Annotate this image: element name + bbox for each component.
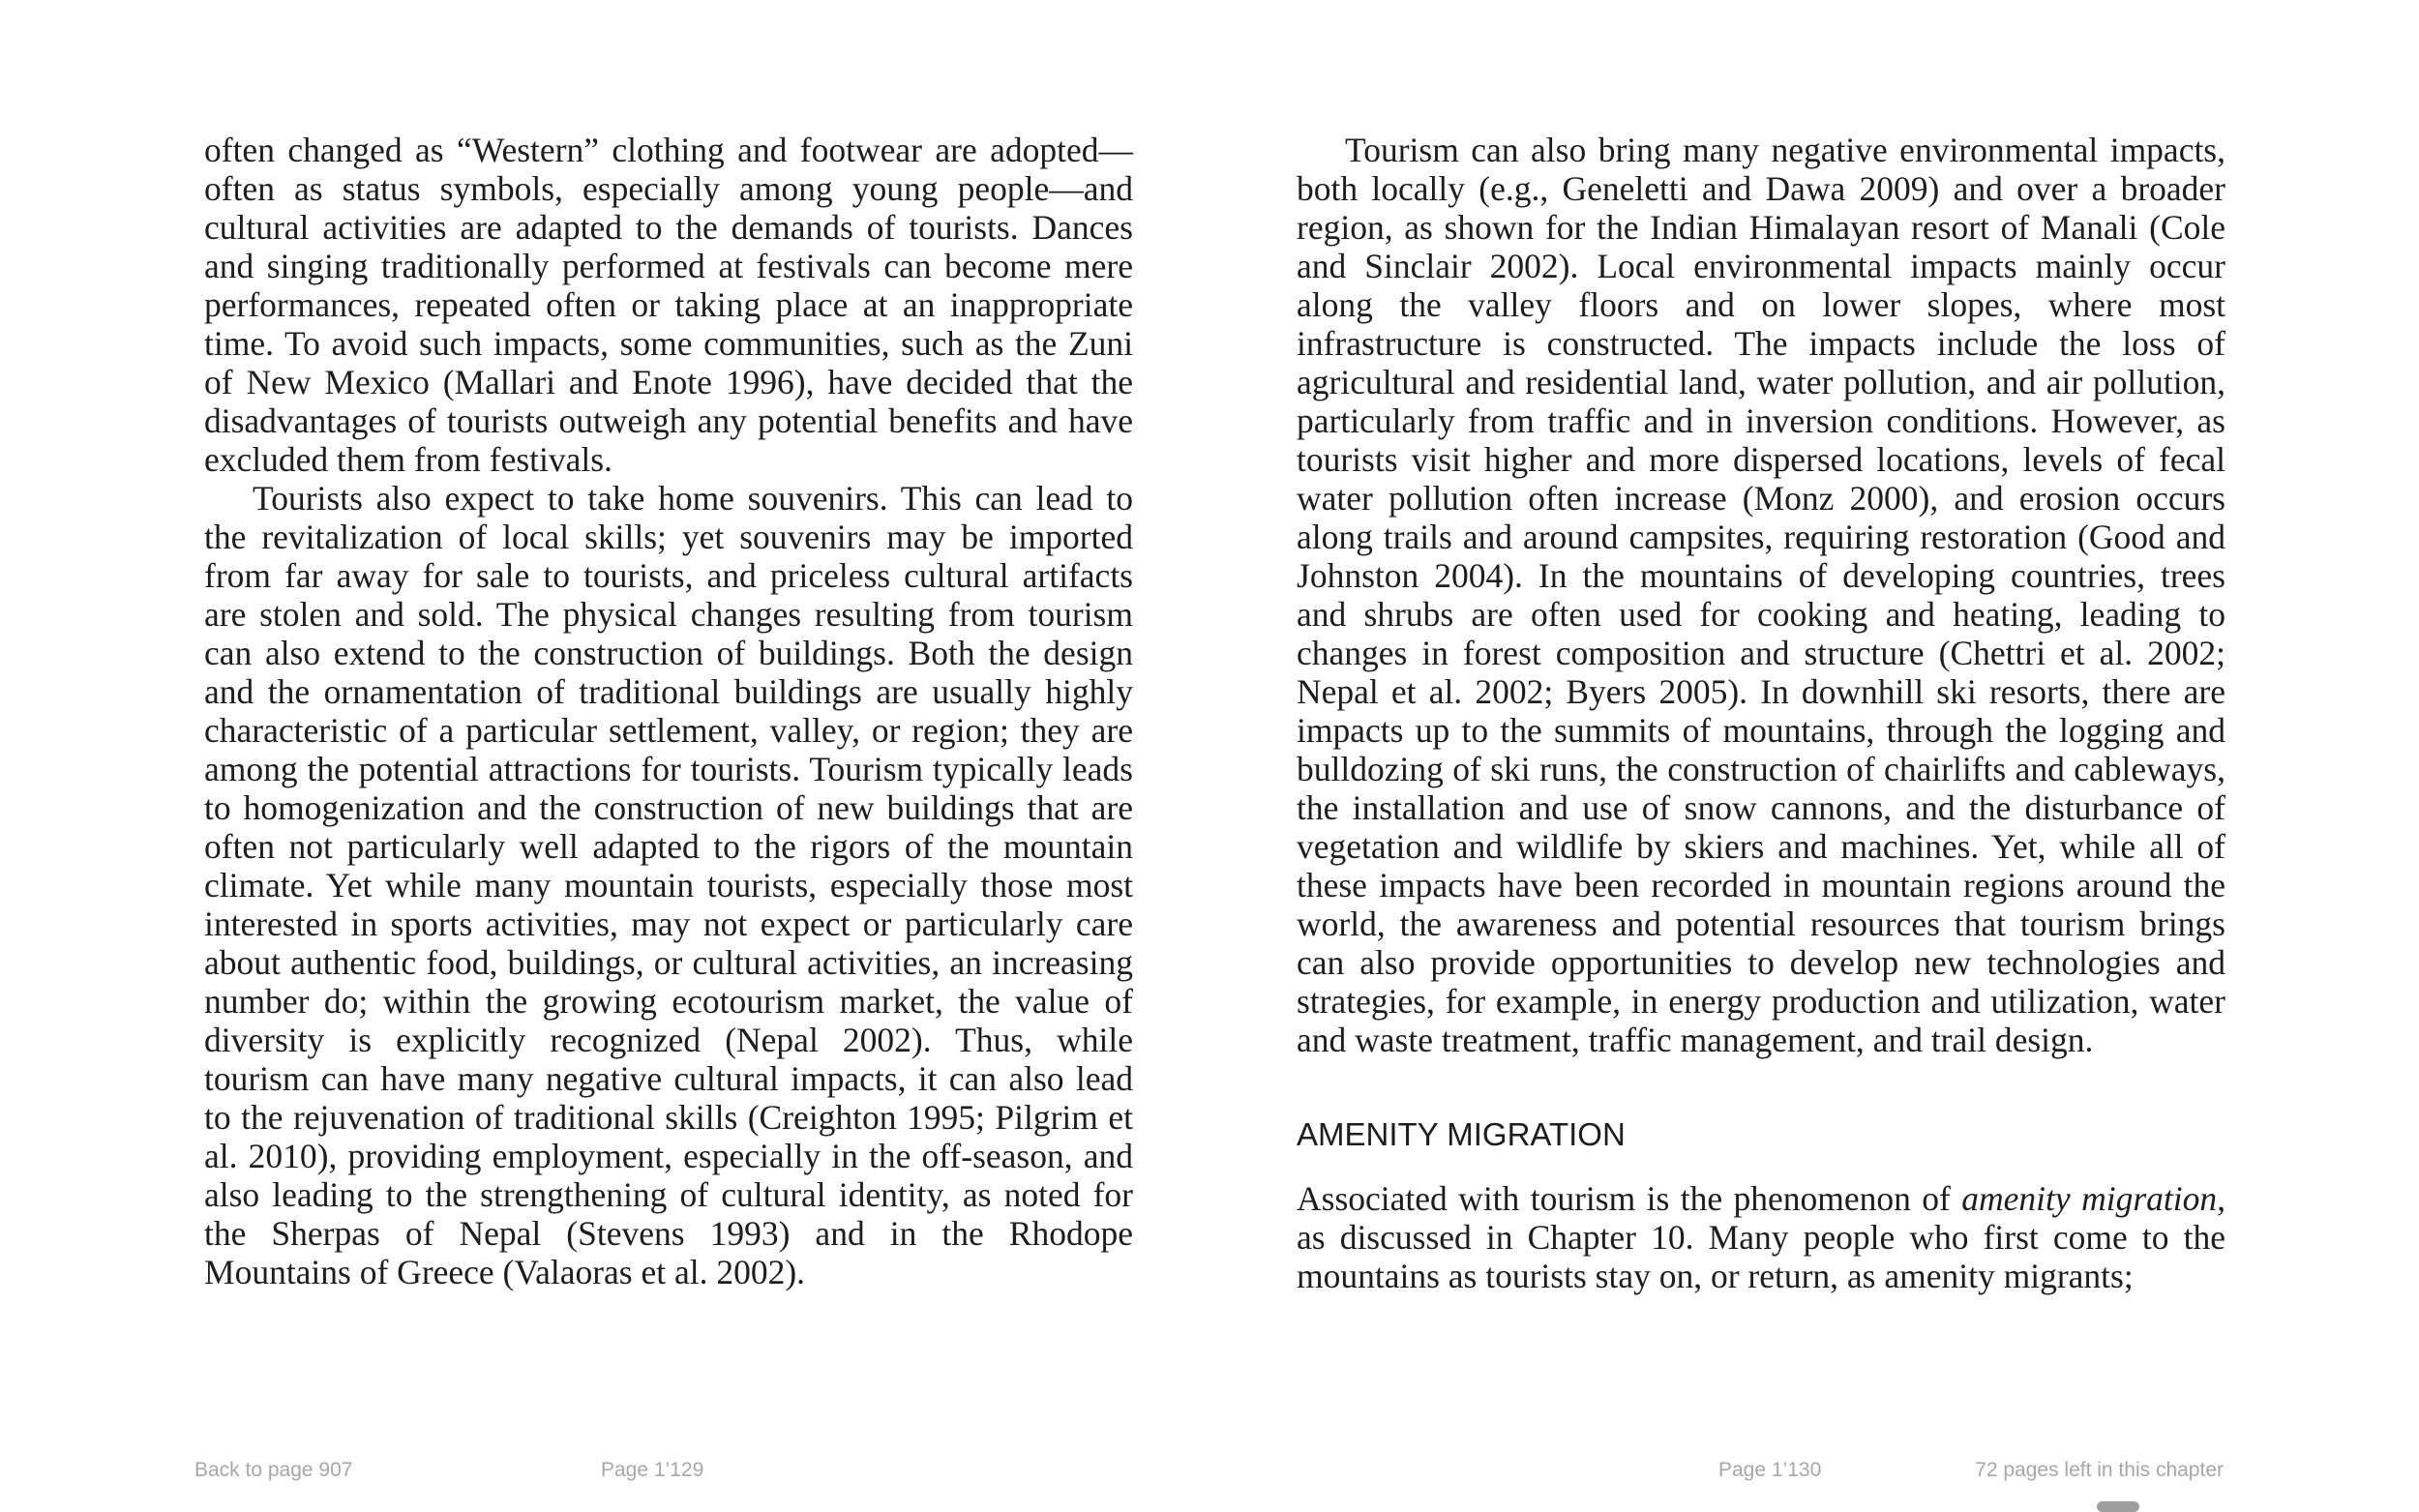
page-scrubber-handle[interactable] xyxy=(2097,1501,2139,1512)
right-paragraph-1: Tourism can also bring many negative environmental impacts, both locally (e.g., Geneletti and Dawa 2009) and over a broader region, as shown for the Indian Himalayan resort of Manali (Cole and Sinclair 2002). Local environmental impacts mainly occur along the valley floors and on lower slopes, where most infrastructure is constructed. The impacts include the loss of agricultural and residential land, water pollution, and air pollution, particularly from traffic and in inversion conditions. However, as tourists visit higher and more dispersed locations, levels of fecal water pollution often increase (Monz 2000), and erosion occurs along trails and around campsites, requiring restoration (Good and Johnston 2004). In the mountains of developing countries, trees and shrubs are often used for cooking and heating, leading to changes in forest composition and structure (Chettri et al. 2002; Nepal et al. 2002; Byers 2005). In downhill ski resorts, there are impacts up to the summits of mountains, through the logging and bulldozing of ski runs, the construction of chairlifts and cableways, the installation and use of snow cannons, and the disturbance of vegetation and wildlife by skiers and machines. Yet, while all of these impacts have been recorded in mountain regions around the world, the awareness and potential resources that tourism brings can also provide opportunities to develop new technologies and strategies, for example, in energy production and utilization, water and waste treatment, traffic management, and trail design. xyxy=(1297,131,2225,1059)
left-paragraph-1: often changed as “Western” clothing and footwear are adopted—often as status symbols, especially among young people—and cultural activities are adapted to the demands of tourists. Dances and singing traditionally performed at festivals can become mere performances, repeated often or taking place at an inappropriate time. To avoid such impacts, some communities, such as the Zuni of New Mexico (Mallari and Enote 1996), have decided that the disadvantages of tourists outweigh any potential benefits and have excluded them from festivals. xyxy=(204,131,1133,479)
right-page-number: Page 1’130 xyxy=(1718,1459,1822,1481)
section-heading: AMENITY MIGRATION xyxy=(1297,1116,1626,1152)
paragraph-text: Associated with tourism is the phenomenon of xyxy=(1297,1179,1962,1218)
left-paragraph-2: Tourists also expect to take home souvenirs. This can lead to the revitalization of local skills; yet souvenirs may be imported from far away for sale to tourists, and priceless cultural artifacts are stolen and sold. The physical changes resulting from tourism can also extend to the construction of buildings. Both the design and the ornamentation of traditional buildings are usually highly characteristic of a particular settlement, valley, or region; they are among the potential attractions for tourists. Tourism typically leads to homogenization and the construction of new buildings that are often not particularly well adapted to the rigors of the mountain climate. Yet while many mountain tourists, especially those most interested in sports activities, may not expect or particularly care about authentic food, buildings, or cultural activities, an increasing number do; within the growing ecotourism market, the value of diversity is explicitly recognized (Nepal 2002). Thus, while tourism can have many negative cultural impacts, it can also lead to the rejuvenation of traditional skills (Creighton 1995; Pilgrim et al. 2010), providing employment, especially in the off-season, and also leading to the strengthening of cultural identity, as noted for the Sherpas of Nepal (Stevens 1993) and in the Rhodope Mountains of Greece (Valaoras et al. 2002). xyxy=(204,479,1133,1291)
italic-term: amenity migration, xyxy=(1961,1179,2225,1218)
left-page-number: Page 1’129 xyxy=(601,1459,704,1481)
back-to-page-link[interactable]: Back to page 907 xyxy=(194,1459,353,1481)
pages-left-label: 72 pages left in this chapter xyxy=(1975,1459,2224,1481)
left-page-text xyxy=(204,131,1133,1291)
paragraph-text: as discussed in Chapter 10. Many people who first come to the mountains as tourists stay on, or return, as amenity migrants; xyxy=(1297,1218,2225,1295)
right-page-text xyxy=(1297,131,2225,1295)
right-paragraph-2 xyxy=(1297,1179,2225,1295)
